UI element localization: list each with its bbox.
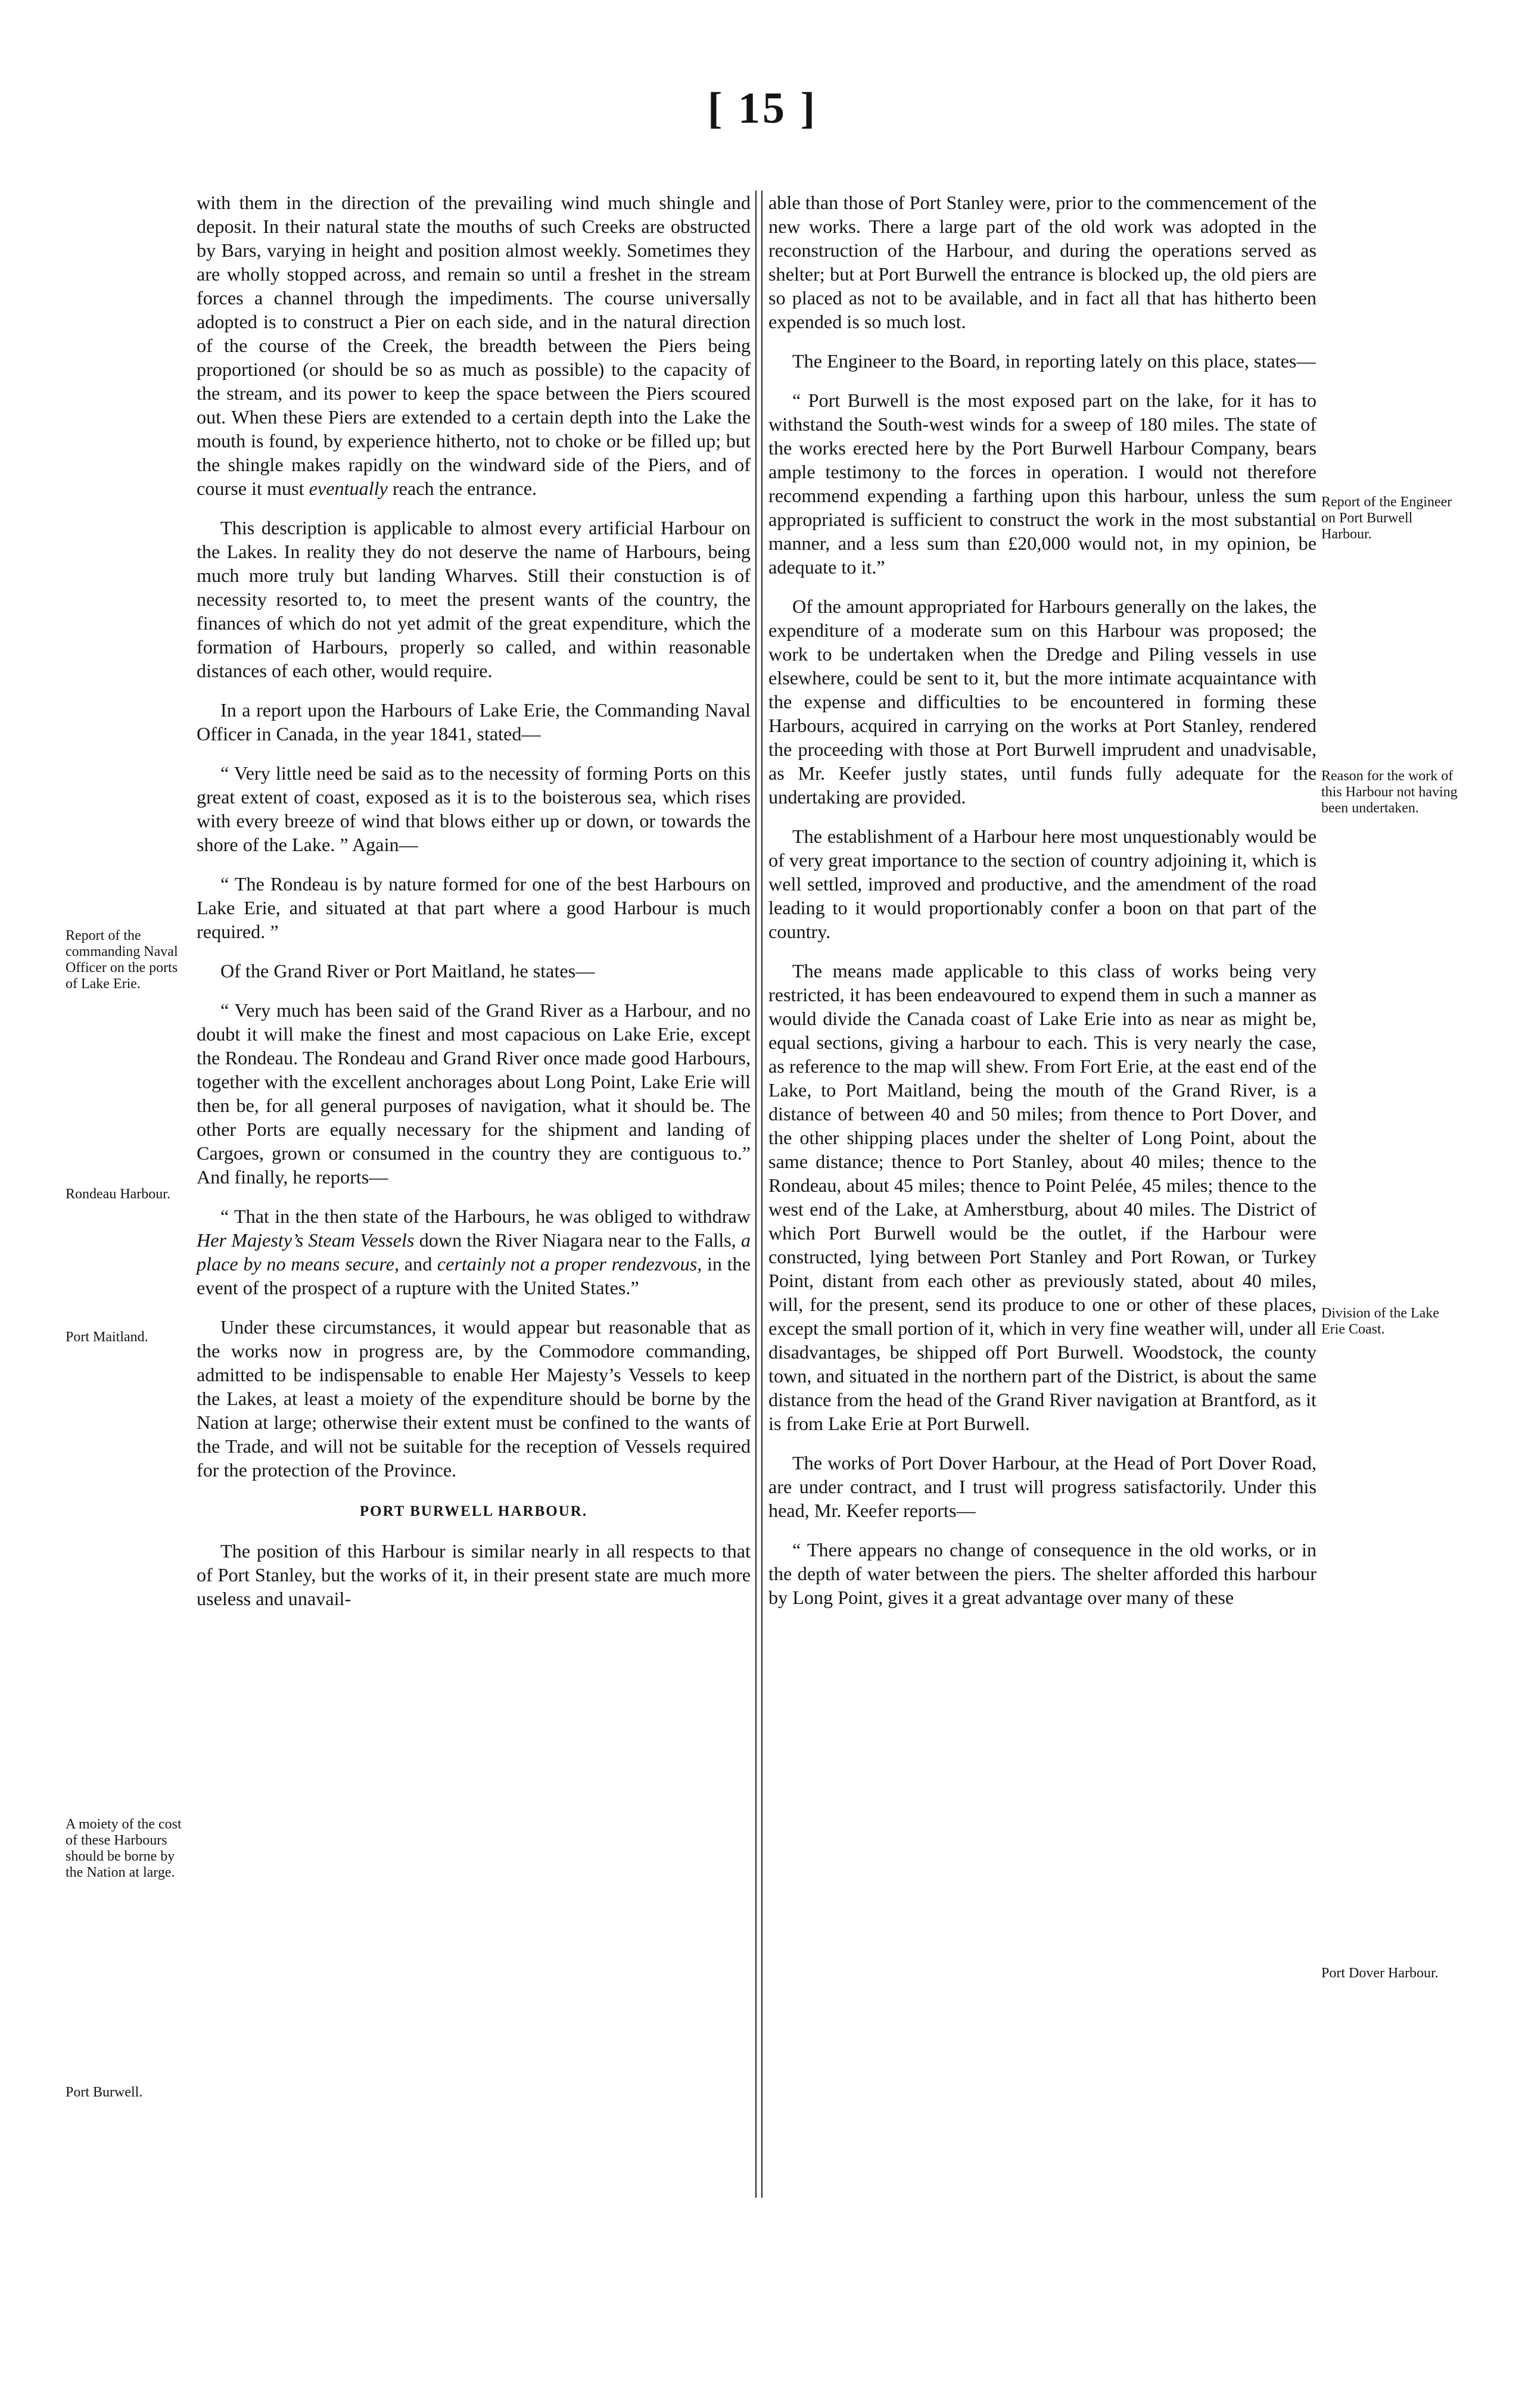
margin-note-rondeau: Rondeau Harbour. [66, 1186, 170, 1202]
right-paragraph-1: able than those of Port Stanley were, prior to the commencement of the new works. There a large part of the old work was adopted in the reconstruction of the Harbour, and during the operations served as shelter; but at Port Burwell the entrance is blocked up, the old piers are so placed as not to be available, and in fact all that has hitherto been expended is so much lost. [768, 192, 1317, 332]
column-divider [755, 191, 762, 2198]
left-quote-4-start: “ That in the then state of the Harbours, he was obliged to withdraw [220, 1205, 751, 1227]
margin-note-reason: Reason for the work of this Harbour not having been undertaken. [1321, 768, 1458, 816]
left-paragraph-4: Of the Grand River or Port Maitland, he states— [220, 960, 595, 982]
left-quote-1: “ Very little need be said as to the necessity of forming Ports on this great extent of coast, exposed as it is to the boisterous sea, which rises with every breeze of wind that blows either up or down, or towards the shore of the Lake. ” Again— [197, 762, 751, 855]
left-column [197, 191, 751, 2180]
left-paragraph-1-end: reach the entrance. [392, 478, 537, 499]
right-quote-2: “ There appears no change of consequence in the old works, or in the depth of water between the piers. The shelter afforded this harbour by Long Point, gives it a great advantage over many of these [768, 1539, 1317, 1608]
right-paragraph-4: The establishment of a Harbour here most unquestionably would be of very great importance to the section of country adjoining it, which is well settled, improved and productive, and the amendment of the road leading to it would proportionably confer a boon on that part of the country. [768, 825, 1317, 942]
right-paragraph-2: The Engineer to the Board, in reporting lately on this place, states— [792, 350, 1316, 372]
left-paragraph-1 [197, 191, 751, 500]
margin-note-port-maitland: Port Maitland. [66, 1329, 148, 1345]
left-quote-4-end: in the event of the prospect of a rupture with the United States.” [197, 1253, 751, 1298]
left-paragraph-3: In a report upon the Harbours of Lake Erie, the Commanding Naval Officer in Canada, in the year 1841, stated— [197, 699, 751, 744]
margin-note-division: Division of the Lake Erie Coast. [1321, 1306, 1439, 1337]
right-paragraph-6: The works of Port Dover Harbour, at the Head of Port Dover Road, are under contract, and I trust will progress satisfactorily. Under this head, Mr. Keefer reports— [768, 1452, 1317, 1521]
left-quote-4-middle-1: down the River Niagara near to the Falls, [419, 1229, 736, 1251]
left-paragraph-6: The position of this Harbour is similar nearly in all respects to that of Port Stanley, but the works of it, in their present state are much more useless and unavail- [197, 1540, 751, 1609]
left-paragraph-1-emphasis: eventually [309, 478, 388, 499]
left-quote-2: “ The Rondeau is by nature formed for one of the best Harbours on Lake Erie, and situated at that part where a good Harbour is much required. ” [197, 873, 751, 942]
right-quote-1: “ Port Burwell is the most exposed part on the lake, for it has to withstand the South-west winds for a sweep of 180 miles. The state of the works erected here by the Port Burwell Harbour Company, bears ample testimony to the forces in operation. I would not therefore recommend expending a farthing upon this harbour, unless the sum appropriated is sufficient to construct the work in the most substantial manner, and a less sum than £20,000 would not, in my opinion, be adequate to it.” [768, 390, 1317, 578]
left-quote-4-emphasis-2: a place by no means secure, [197, 1229, 751, 1275]
margin-note-engineer-report: Report of the Engineer on Port Burwell Harbour. [1321, 494, 1452, 542]
left-quote-4-emphasis-1: Her Majesty’s Steam Vessels [197, 1229, 415, 1251]
right-paragraph-5: The means made applicable to this class of works being very restricted, it has been endeavoured to expend them in such a manner as would divide the Canada coast of Lake Erie into as near as might be, equal sections, giving a harbour to each. This is very nearly the case, as reference to the map will shew. From Fort Erie, at the east end of the Lake, to Port Maitland, being the mouth of the Grand River, is a distance of between 40 and 50 miles; from thence to Port Dover, and the other shipping places under the shelter of Long Point, about the same distance; thence to Port Stanley, about 40 miles; thence to the Rondeau, about 45 miles; thence to Point Pelée, 45 miles; thence to the west end of the Lake, at Amherstburg, about 40 miles. The District of which Port Burwell would be the outlet, if the Harbour were constructed, lying between Port Stanley and Port Rowan, or Turkey Point, distant from each other as previously stated, about 40 miles, will, for the present, send its produce to one or other of these places, except the small portion of it, which in very fine weather will, under all disadvantages, be shipped off Port Burwell. Woodstock, the county town, and situated in the northern part of the District, is about the same distance from the head of the Grand River navigation at Brantford, as it is from Lake Erie at Port Burwell. [768, 960, 1317, 1434]
left-paragraph-5: Under these circumstances, it would appear but reasonable that as the works now in progress are, by the Commodore commanding, admitted to be indispensable to enable Her Majesty’s Vessels to keep the Lakes, at least a moiety of the expenditure should be borne by the Nation at large; otherwise their extent must be confined to the wants of the Trade, and will not be suitable for the reception of Vessels required for the protection of the Province. [197, 1316, 751, 1481]
right-paragraph-3: Of the amount appropriated for Harbours generally on the lakes, the expenditure of a moderate sum on this Harbour was proposed; the work to be undertaken when the Dredge and Piling vessels in use elsewhere, could be sent to it, but the more intimate acquaintance with the expense and difficulties to be encountered in forming these Harbours, acquired in carrying on the works at Port Stanley, rendered the proceeding with those at Port Burwell imprudent and unadvisable, as Mr. Keefer justly states, until funds fully adequate for the undertaking are provided. [768, 596, 1317, 808]
margin-note-naval-officer: Report of the commanding Naval Officer on the ports of Lake Erie. [66, 928, 178, 992]
left-paragraph-1-text: with them in the direction of the prevailing wind much shingle and deposit. In their natural state the mouths of such Creeks are obstructed by Bars, varying in height and position almost weekly. Sometimes they are wholly stopped across, and remain so until a freshet in the stream forces a channel through the impediments. The course universally adopted is to construct a Pier on each side, and in the natural direction of the course of the Creek, the breadth between the Piers being proportioned (or should be so as much as possible) to the capacity of the stream, and its power to keep the space between the Piers scoured out. When these Piers are extended to a certain depth into the Lake the mouth is found, by experience hitherto, not to choke or be filled up; but the shingle makes rapidly on the windward side of the Piers, and of course it must [197, 192, 751, 499]
margin-note-moiety: A moiety of the cost of these Harbours should be borne by the Nation at large. [66, 1817, 182, 1880]
left-paragraph-2: This description is applicable to almost every artificial Harbour on the Lakes. In reality they do not deserve the name of Harbours, being much more truly but landing Wharves. Still their constuction is of necessity resorted to, to meet the present wants of the country, the finances of which do not yet admit of the great expenditure, which the formation of Harbours, properly so called, and within reasonable distances of each other, would require. [197, 517, 751, 681]
left-quote-4 [197, 1204, 751, 1300]
right-column [768, 191, 1317, 2180]
left-quote-3: “ Very much has been said of the Grand River as a Harbour, and no doubt it will make the finest and most capacious on Lake Erie, except the Rondeau. The Rondeau and Grand River once made good Harbours, together with the excellent anchorages about Long Point, Lake Erie will then be, for all general purposes of navigation, what it should be. The other Ports are equally necessary for the shipment and landing of Cargoes, grown or consumed in the country they are contiguous to.” And finally, he reports— [197, 999, 751, 1188]
section-heading-port-burwell: PORT BURWELL HARBOUR. [359, 1503, 588, 1519]
left-quote-4-middle-2: and [404, 1253, 432, 1275]
left-quote-4-emphasis-3: certainly not a proper rendezvous, [437, 1253, 702, 1275]
page-number: [ 15 ] [707, 84, 818, 133]
margin-note-port-dover: Port Dover Harbour. [1321, 1965, 1439, 1981]
margin-note-port-burwell: Port Burwell. [66, 2085, 143, 2100]
